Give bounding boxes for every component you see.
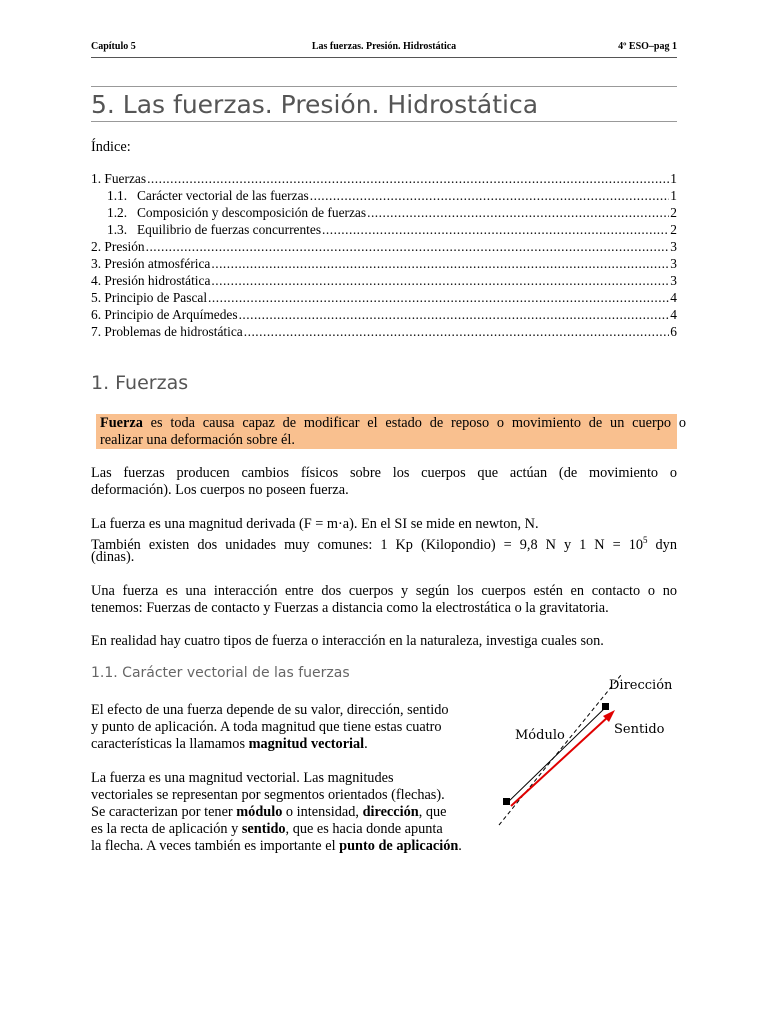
- para1-line1: Las fuerzas producen cambios físicos sobre los cuerpos que actúan (de movimiento o: [91, 465, 677, 481]
- section-heading-fuerzas: 1. Fuerzas: [91, 372, 189, 394]
- toc-entry[interactable]: [91, 222, 677, 239]
- vectorial-p1-line1: El efecto de una fuerza depende de su valor, dirección, sentido: [91, 702, 449, 718]
- toc-leader-dots: [208, 290, 669, 306]
- page-title: 5. Las fuerzas. Presión. Hidrostática: [91, 90, 539, 119]
- toc-leader-dots: [244, 324, 670, 340]
- vectorial-para2: [91, 770, 501, 855]
- page-header: [91, 41, 677, 55]
- p2-l5-end: .: [458, 838, 462, 854]
- toc-number: 1.1.: [107, 188, 128, 203]
- term-direccion: dirección: [362, 804, 419, 820]
- para2-line1: La fuerza es una magnitud derivada (F = m·a). En el SI se mide en newton, N.: [91, 516, 539, 532]
- label-sentido: Sentido: [614, 722, 665, 737]
- vectorial-p2-line1: La fuerza es una magnitud vectorial. Las magnitudes: [91, 770, 394, 786]
- toc-page-number: 4: [670, 290, 677, 305]
- p2-l3-mid: o intensidad,: [282, 804, 363, 820]
- toc-leader-dots: [147, 171, 669, 187]
- header-chapter: Capítulo 5: [91, 41, 136, 52]
- para3-line2: tenemos: Fuerzas de contacto y Fuerzas a distancia como la electrostática o la gravitatoria.: [91, 600, 609, 616]
- toc-number: 7.: [91, 324, 102, 339]
- toc-leader-dots: [367, 205, 669, 221]
- document-page: [91, 0, 686, 1024]
- definition-text: [100, 415, 686, 449]
- toc-number: 1.3.: [107, 222, 128, 237]
- toc-label: Principio de Arquímedes: [104, 307, 238, 322]
- toc-page-number: 1: [670, 171, 677, 186]
- vectorial-p2-line4: [91, 821, 501, 838]
- toc-number: 5.: [91, 290, 102, 305]
- toc-entry[interactable]: [91, 290, 677, 307]
- vectorial-p1-line3: [91, 736, 501, 753]
- toc-leader-dots: [239, 307, 670, 323]
- label-modulo: Módulo: [515, 728, 565, 743]
- definition-line1: es toda causa capaz de modificar el estado de reposo o movimiento de un cuerpo o: [142, 415, 686, 431]
- toc-page-number: 6: [670, 324, 677, 339]
- toc-label: Presión atmosférica: [104, 256, 211, 271]
- p1-l3-text: características la llamamos: [91, 736, 249, 752]
- definition-term: Fuerza: [100, 415, 143, 431]
- toc-page-number: 3: [670, 273, 677, 288]
- toc-leader-dots: [211, 256, 669, 272]
- toc-leader-dots: [322, 222, 669, 238]
- vector-diagram: [491, 670, 681, 830]
- toc-label: Problemas de hidrostática: [104, 324, 243, 339]
- p2-l3-end: , que: [418, 804, 447, 820]
- toc-entry[interactable]: [91, 171, 677, 188]
- header-title: Las fuerzas. Presión. Hidrostática: [311, 41, 457, 52]
- toc-entry[interactable]: [91, 307, 677, 324]
- toc-number: 2.: [91, 239, 102, 254]
- toc-entry[interactable]: [91, 239, 677, 256]
- p1-l3-end: .: [364, 736, 368, 752]
- term-modulo: módulo: [236, 804, 283, 820]
- title-box: [91, 86, 677, 122]
- p2-l3-text: Se caracterizan por tener: [91, 804, 237, 820]
- direction-line: [499, 675, 621, 825]
- toc-label: Principio de Pascal: [104, 290, 208, 305]
- subsection-heading-vectorial: 1.1. Carácter vectorial de las fuerzas: [91, 665, 350, 681]
- table-of-contents: [91, 171, 677, 341]
- toc-entry[interactable]: [91, 205, 677, 222]
- para4: En realidad hay cuatro tipos de fuerza o interacción en la naturaleza, investiga cuales son.: [91, 633, 604, 649]
- vectorial-p1-line2: y punto de aplicación. A toda magnitud que tiene estas cuatro: [91, 719, 442, 735]
- toc-label: Composición y descomposición de fuerzas: [137, 205, 367, 220]
- header-page: 4º ESO–pag 1: [618, 41, 677, 52]
- toc-page-number: 1: [670, 188, 677, 203]
- para3-line1: Una fuerza es una interacción entre dos cuerpos y según los cuerpos estén en contacto o no: [91, 583, 677, 599]
- header-divider: [91, 57, 677, 58]
- toc-label: Carácter vectorial de las fuerzas: [137, 188, 309, 203]
- toc-page-number: 4: [670, 307, 677, 322]
- toc-label: Equilibrio de fuerzas concurrentes: [137, 222, 322, 237]
- toc-number: 4.: [91, 273, 102, 288]
- toc-label: Presión hidrostática: [104, 273, 211, 288]
- para2-line3: (dinas).: [91, 549, 135, 565]
- definition-line2: realizar una deformación sobre él.: [100, 432, 295, 448]
- toc-page-number: 3: [670, 239, 677, 254]
- toc-label: Presión: [104, 239, 145, 254]
- vectorial-p2-line3: [91, 804, 501, 821]
- toc-entry[interactable]: [91, 256, 677, 273]
- application-point-marker: [503, 798, 510, 805]
- toc-leader-dots: [310, 188, 670, 204]
- para1-line2: deformación). Los cuerpos no poseen fuerza.: [91, 482, 349, 498]
- term-magnitud-vectorial: magnitud vectorial: [248, 736, 365, 752]
- toc-page-number: 3: [670, 256, 677, 271]
- toc-page-number: 2: [670, 205, 677, 220]
- toc-number: 1.2.: [107, 205, 128, 220]
- para2-exponent: 5: [643, 535, 648, 545]
- para2-line2-text: También existen dos unidades muy comunes: 1 Kp (Kilopondio) = 9,8 N y 1 N = 10: [91, 536, 644, 553]
- index-label: Índice:: [91, 139, 131, 155]
- definition-box: [96, 414, 686, 449]
- p2-l5-text: la flecha. A veces también es importante el: [91, 838, 340, 854]
- toc-number: 1.: [91, 171, 102, 186]
- vectorial-para1: [91, 702, 501, 753]
- toc-number: 6.: [91, 307, 102, 322]
- toc-leader-dots: [211, 273, 669, 289]
- p2-l4-text: es la recta de aplicación y: [91, 821, 242, 837]
- toc-entry[interactable]: [91, 273, 677, 290]
- vectorial-p2-line2: vectoriales se representan por segmentos orientados (flechas).: [91, 787, 445, 803]
- label-direccion: Dirección: [609, 678, 673, 693]
- p2-l4-end: , que es hacia donde apunta: [285, 821, 443, 837]
- term-sentido: sentido: [241, 821, 286, 837]
- toc-entry[interactable]: [91, 188, 677, 205]
- toc-page-number: 2: [670, 222, 677, 237]
- vectorial-p2-line5: [91, 838, 501, 855]
- endpoint-marker: [602, 703, 609, 710]
- para2-line2: [91, 532, 677, 554]
- toc-leader-dots: [146, 239, 670, 255]
- para2-line2-unit: dyn: [647, 536, 677, 553]
- term-punto-aplicacion: punto de aplicación: [339, 838, 459, 854]
- toc-label: Fuerzas: [104, 171, 147, 186]
- module-line: [507, 706, 607, 803]
- toc-number: 3.: [91, 256, 102, 271]
- toc-entry[interactable]: [91, 324, 677, 341]
